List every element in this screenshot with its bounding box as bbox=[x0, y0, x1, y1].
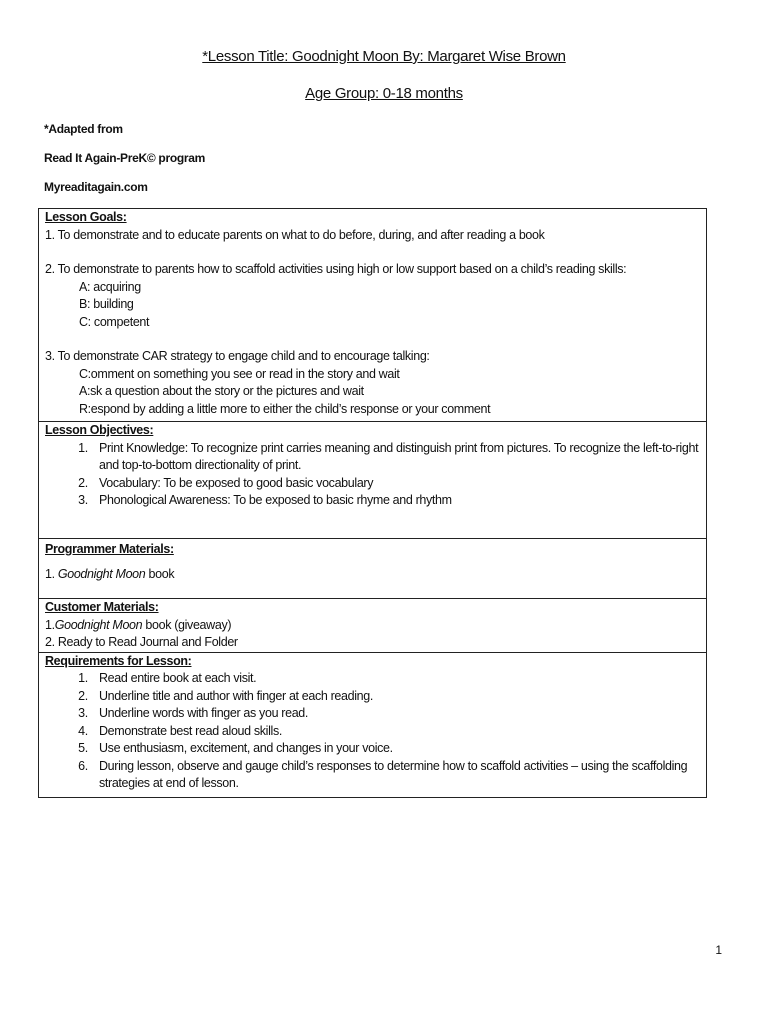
goal-1: 1. To demonstrate and to educate parents on what to do before, during, and after reading a book bbox=[45, 227, 545, 242]
item-number: 1. bbox=[45, 617, 55, 632]
book-title: Goodnight Moon bbox=[57, 566, 146, 581]
item-suffix: book (giveaway) bbox=[142, 617, 232, 632]
requirements-list bbox=[45, 670, 700, 793]
requirement-item: 5. Use enthusiasm, excitement, and changes in your voice. bbox=[91, 740, 700, 758]
objective-item: 1. Print Knowledge: To recognize print carries meaning and distinguish print from pictures. To recognize the left-to-right and top-to-bottom directionality of print. bbox=[91, 440, 700, 475]
programmer-material-item bbox=[45, 566, 700, 584]
lesson-plan-table bbox=[38, 208, 707, 798]
age-group: Age Group: 0-18 months bbox=[305, 85, 463, 102]
program-name: Read It Again-PreK© program bbox=[44, 151, 205, 165]
goal-3: 3. To demonstrate CAR strategy to engage child and to encourage talking: bbox=[45, 349, 430, 363]
goal-2: 2. To demonstrate to parents how to scaffold activities using high or low support based on a child’s reading skills: bbox=[45, 262, 627, 276]
objective-item: 2. Vocabulary: To be exposed to good basic vocabulary bbox=[91, 475, 700, 493]
requirements-row bbox=[39, 652, 707, 797]
book-title: Goodnight Moon bbox=[54, 617, 143, 632]
website: Myreaditagain.com bbox=[44, 180, 148, 194]
objective-item: 3. Phonological Awareness: To be exposed to basic rhyme and rhythm bbox=[91, 492, 700, 510]
customer-materials-heading: Customer Materials: bbox=[45, 600, 159, 614]
customer-material-item: 2. Ready to Read Journal and Folder bbox=[45, 635, 238, 649]
goal-3-sub-a: A:sk a question about the story or the pictures and wait bbox=[79, 384, 364, 398]
item-number: 1. bbox=[45, 566, 58, 581]
requirement-item: 6. During lesson, observe and gauge child’s responses to determine how to scaffold activities – using the scaffolding strategies at end of lesson. bbox=[91, 758, 700, 793]
objectives-row bbox=[39, 422, 707, 539]
programmer-materials-row bbox=[39, 539, 707, 599]
customer-material-item bbox=[45, 617, 700, 635]
goal-2-sub-b: B: building bbox=[79, 297, 134, 311]
goal-3-sub-c: C:omment on something you see or read in the story and wait bbox=[79, 366, 400, 381]
adapted-from-label: *Adapted from bbox=[44, 122, 123, 136]
goal-3-sub-r: R:espond by adding a little more to either the child’s response or your comment bbox=[79, 401, 491, 416]
page-number: 1 bbox=[715, 943, 722, 957]
requirement-item: 1. Read entire book at each visit. bbox=[91, 670, 700, 688]
customer-materials-row bbox=[39, 599, 707, 653]
goal-2-sub-a: A: acquiring bbox=[79, 279, 141, 294]
objectives-list bbox=[45, 440, 700, 510]
programmer-materials-heading: Programmer Materials: bbox=[45, 542, 174, 556]
lesson-title: *Lesson Title: Goodnight Moon By: Margaret Wise Brown bbox=[202, 48, 566, 65]
requirements-heading: Requirements for Lesson: bbox=[45, 653, 192, 668]
objectives-heading: Lesson Objectives: bbox=[45, 423, 154, 437]
goals-row bbox=[39, 209, 707, 422]
requirement-item: 2. Underline title and author with finger at each reading. bbox=[91, 688, 700, 706]
requirement-item: 3. Underline words with finger as you read. bbox=[91, 705, 700, 723]
goals-heading: Lesson Goals: bbox=[45, 210, 127, 224]
item-suffix: book bbox=[145, 566, 175, 581]
requirement-item: 4. Demonstrate best read aloud skills. bbox=[91, 723, 700, 741]
goal-2-sub-c: C: competent bbox=[79, 314, 150, 329]
